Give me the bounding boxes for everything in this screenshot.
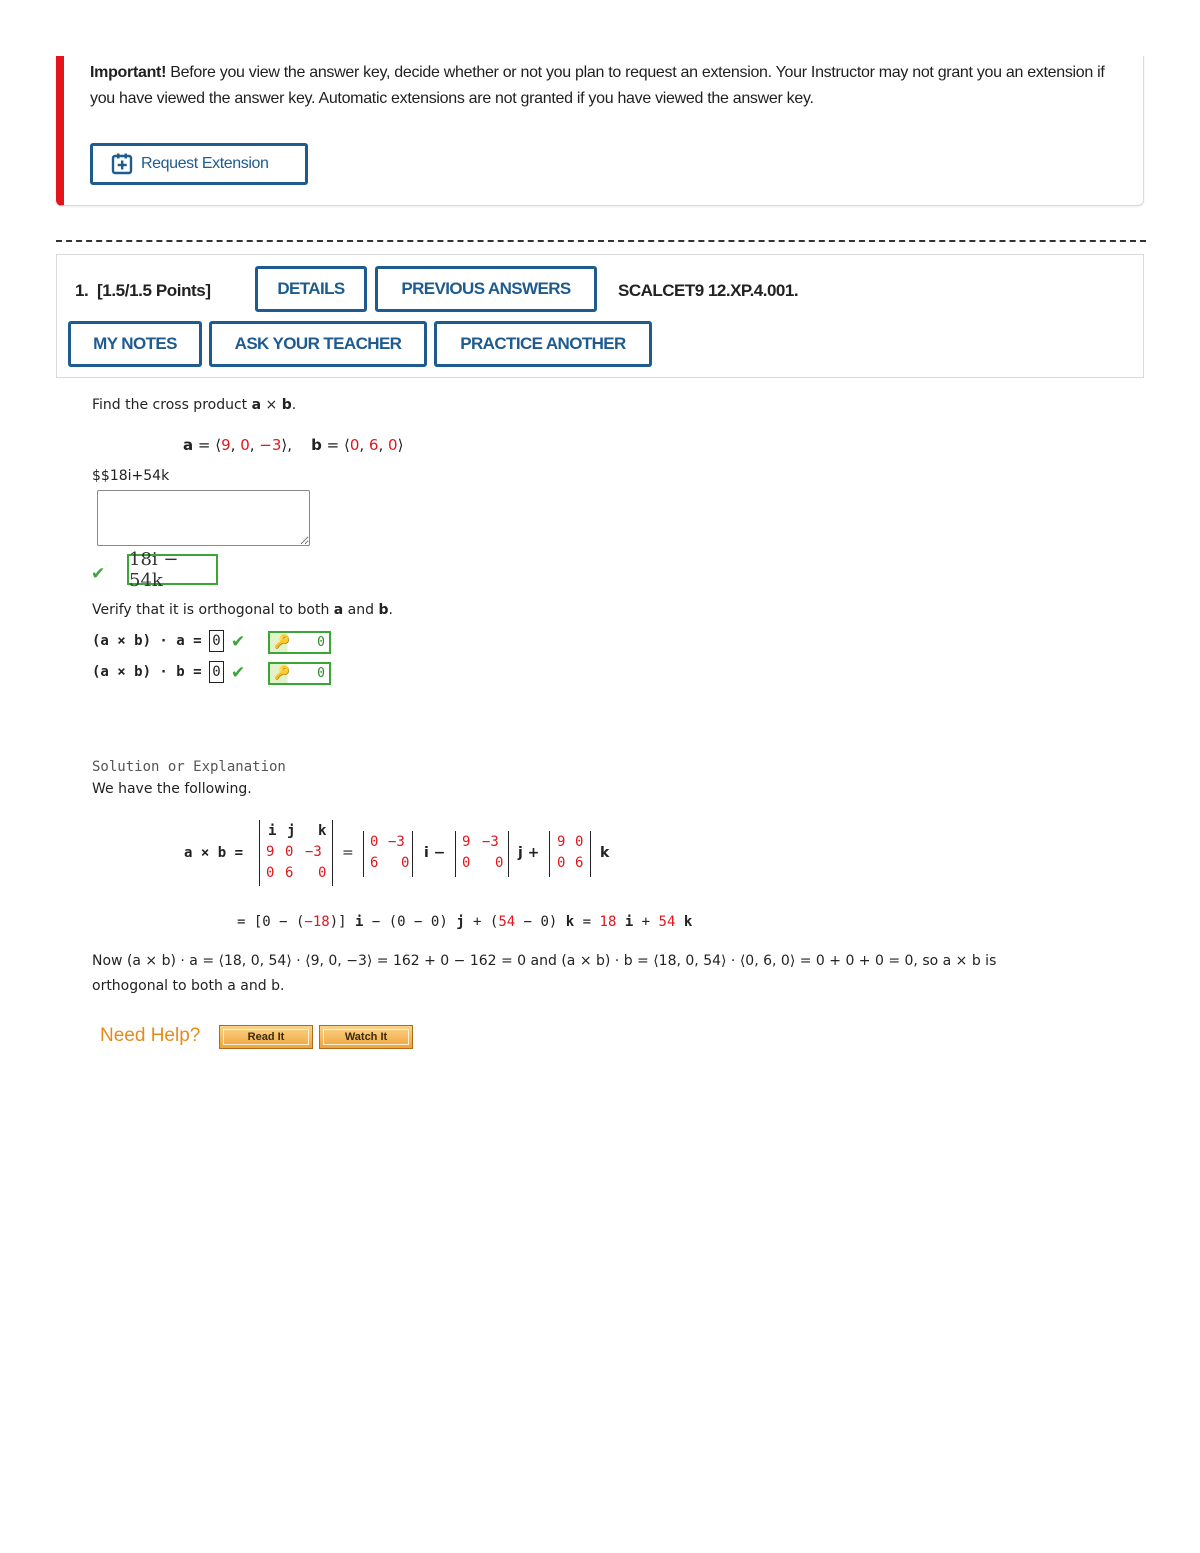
expansion-result: = [0 − (−18)] i − (0 − 0) j + (54 − 0) k = 18 i + 54 k [237,914,693,930]
j-term: j + [518,845,540,861]
minor-k [549,831,591,877]
det-cell: 9 [462,834,471,850]
key-icon: 🔑 [274,635,291,650]
read-it-label: Read It [223,1029,309,1045]
key-icon: 🔑 [274,666,291,681]
det-cell: 0 [495,855,504,871]
det-cell: −3 [482,834,499,850]
read-it-button[interactable] [219,1025,313,1049]
det-cell: 0 [318,865,327,881]
extension-alert [56,56,1144,206]
det-cell: 0 [557,855,566,871]
details-button[interactable]: DETAILS [255,266,367,312]
det-cell: 0 [266,865,275,881]
correct-check-icon: ✔ [91,564,106,584]
my-notes-button[interactable]: MY NOTES [68,321,202,367]
request-extension-label: Request Extension [141,155,269,172]
conclusion-line-2: orthogonal to both a and b. [92,978,285,994]
det-cell: −3 [388,834,405,850]
question-header [56,254,1144,378]
det-cell: 0 [285,844,294,860]
problem-prompt: Find the cross product a × b. [92,397,297,413]
dot-a-key-value: 0 [317,635,325,650]
practice-another-button[interactable]: PRACTICE ANOTHER [434,321,652,367]
dot-a-key-box [268,631,331,654]
calendar-plus-icon [111,153,133,175]
alert-message [90,60,1120,112]
dot-b-answer[interactable]: 0 [209,661,224,683]
dot-b-check-icon: ✔ [231,663,246,683]
dot-b-key-box [268,662,331,685]
solution-intro: We have the following. [92,781,252,797]
cross-lhs: a × b = [184,845,244,861]
det-cell: j [287,823,296,839]
determinant-3x3 [259,820,333,886]
watch-it-label: Watch It [323,1029,409,1045]
det-cell: 6 [285,865,294,881]
need-help-label: Need Help? [100,1025,201,1046]
answer-input[interactable] [97,490,310,546]
verify-prompt: Verify that it is orthogonal to both a and b. [92,602,393,618]
dot-a-answer[interactable]: 0 [209,630,224,652]
det-cell: 0 [401,855,410,871]
minor-j [455,831,509,877]
det-cell: 0 [370,834,379,850]
request-extension-button[interactable] [90,143,308,185]
minor-i [363,831,413,877]
solution-heading: Solution or Explanation [92,759,286,775]
det-cell: 0 [575,834,584,850]
det-cell: k [318,823,327,839]
ask-teacher-button[interactable]: ASK YOUR TEACHER [209,321,427,367]
det-cell: i [268,823,277,839]
question-points: [1.5/1.5 Points] [97,281,211,300]
dot-a-expression: (a × b) · a = [92,633,202,649]
det-cell: 0 [462,855,471,871]
alert-body: Before you view the answer key, decide whether or not you plan to request an extension. Your Instructor may not grant you an extension if you have viewed the answer key. Automatic extensions are not granted if you have viewed the answer key. [90,64,1105,107]
det-cell: 9 [266,844,275,860]
det-equals: = [342,845,354,861]
conclusion-line-1: Now (a × b) · a = ⟨18, 0, 54⟩ · ⟨9, 0, −3⟩ = 162 + 0 − 162 = 0 and (a × b) · b = ⟨18, 0, 54⟩ · ⟨0, 6, 0⟩ = 0 + 0 + 0 = 0, so a × b is [92,953,997,969]
dot-b-expression: (a × b) · b = [92,664,202,680]
det-cell: 9 [557,834,566,850]
previous-answers-button[interactable]: PREVIOUS ANSWERS [375,266,597,312]
alert-important: Important! [90,64,167,81]
i-term: i − [424,845,446,861]
vectors-definition: a = ⟨9, 0, −3⟩, b = ⟨0, 6, 0⟩ [183,436,404,454]
divider [56,240,1146,242]
submitted-answer-raw: $$18i+54k [92,468,170,484]
watch-it-button[interactable] [319,1025,413,1049]
k-term: k [600,845,610,861]
dot-b-key-value: 0 [317,666,325,681]
dot-a-check-icon: ✔ [231,632,246,652]
det-cell: 6 [370,855,379,871]
det-cell: 6 [575,855,584,871]
question-number: 1. [1.5/1.5 Points] [75,281,211,300]
question-id: SCALCET9 12.XP.4.001. [618,281,799,300]
det-cell: −3 [305,844,322,860]
rendered-answer: 18i − 54k [127,554,218,585]
